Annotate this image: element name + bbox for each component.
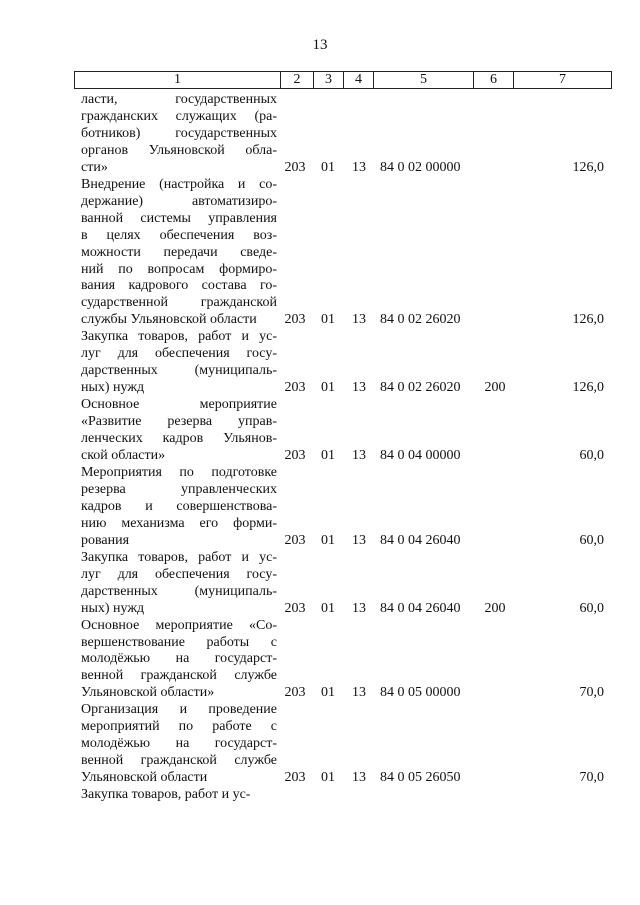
description-line: дарственных (муниципаль- <box>81 363 277 379</box>
table-row <box>0 618 640 703</box>
row-values <box>0 770 640 787</box>
section-cell: 01 <box>321 447 335 463</box>
budget-code-cell: 203 <box>284 685 306 701</box>
page-number: 13 <box>312 37 328 53</box>
description-line: Закупка товаров, работ и ус- <box>81 329 277 345</box>
table-row <box>0 177 640 330</box>
description-line: ванной системы управления <box>81 210 277 226</box>
subsection-cell: 13 <box>352 770 366 786</box>
amount-cell: 126,0 <box>572 380 604 396</box>
column-header-3: 3 <box>313 71 344 89</box>
column-header-7: 7 <box>513 71 612 89</box>
amount-cell: 126,0 <box>572 159 604 175</box>
row-values <box>0 787 640 804</box>
description-line: ний по вопросам формиро- <box>81 261 277 277</box>
budget-code-cell: 203 <box>284 380 306 396</box>
budget-code-cell: 203 <box>284 532 306 548</box>
section-cell: 01 <box>321 159 335 175</box>
column-header-5: 5 <box>373 71 474 89</box>
description-line: Мероприятия по подготовке <box>81 464 277 480</box>
row-description <box>81 177 277 330</box>
subsection-cell: 13 <box>352 380 366 396</box>
budget-code-cell: 203 <box>284 600 306 616</box>
target-article-cell: 84 0 02 26020 <box>380 380 461 396</box>
budget-code-cell: 203 <box>284 447 306 463</box>
description-line: держание) автоматизиро- <box>81 193 277 209</box>
description-line: нию механизма его форми- <box>81 515 277 531</box>
section-cell: 01 <box>321 312 335 328</box>
subsection-cell: 13 <box>352 532 366 548</box>
description-line: ласти, государственных <box>81 92 277 107</box>
description-line: Внедрение (настройка и со- <box>81 176 277 192</box>
description-line: венной гражданской службе <box>81 753 277 769</box>
description-line: органов Ульяновской обла- <box>81 142 277 158</box>
description-line: ных) нужд <box>81 600 145 616</box>
amount-cell: 126,0 <box>572 312 604 328</box>
amount-cell: 70,0 <box>579 685 604 701</box>
section-cell: 01 <box>321 380 335 396</box>
expense-type-cell: 200 <box>484 600 506 616</box>
description-line: молодёжью на государст- <box>81 736 277 752</box>
description-line: сти» <box>81 159 108 175</box>
table-row <box>0 550 640 618</box>
table-row <box>0 92 640 177</box>
expense-type-cell: 200 <box>484 380 506 396</box>
description-line: резерва управленческих <box>81 481 277 497</box>
section-cell: 01 <box>321 532 335 548</box>
target-article-cell: 84 0 02 00000 <box>380 159 461 175</box>
description-line: Основное мероприятие «Со- <box>81 617 277 633</box>
description-line: сударственной гражданской <box>81 295 277 311</box>
subsection-cell: 13 <box>352 312 366 328</box>
description-line: Закупка товаров, работ и ус- <box>81 787 251 803</box>
row-values <box>0 601 640 618</box>
description-line: ных) нужд <box>81 380 145 396</box>
section-cell: 01 <box>321 600 335 616</box>
row-values <box>0 685 640 702</box>
section-cell: 01 <box>321 770 335 786</box>
description-line: Организация и проведение <box>81 702 277 718</box>
description-line: дарственных (муниципаль- <box>81 583 277 599</box>
table-row <box>0 465 640 550</box>
target-article-cell: 84 0 04 00000 <box>380 447 461 463</box>
row-values <box>0 380 640 397</box>
description-line: можности передачи сведе- <box>81 244 277 260</box>
description-line: Закупка товаров, работ и ус- <box>81 549 277 565</box>
subsection-cell: 13 <box>352 447 366 463</box>
table-body <box>0 92 640 804</box>
target-article-cell: 84 0 04 26040 <box>380 600 461 616</box>
column-header-6: 6 <box>473 71 514 89</box>
target-article-cell: 84 0 02 26020 <box>380 312 461 328</box>
amount-cell: 60,0 <box>579 600 604 616</box>
budget-code-cell: 203 <box>284 159 306 175</box>
table-row <box>0 329 640 397</box>
description-line: мероприятий по работе с <box>81 719 277 735</box>
description-line: службы Ульяновской области <box>81 312 257 328</box>
amount-cell: 70,0 <box>579 770 604 786</box>
target-article-cell: 84 0 05 00000 <box>380 685 461 701</box>
subsection-cell: 13 <box>352 159 366 175</box>
description-line: ской области» <box>81 448 166 464</box>
description-line: вершенствование работы с <box>81 634 277 650</box>
column-header-2: 2 <box>280 71 314 89</box>
description-line: луг для обеспечения госу- <box>81 346 277 362</box>
description-line: Ульяновской области» <box>81 685 215 701</box>
subsection-cell: 13 <box>352 600 366 616</box>
description-line: гражданских служащих (ра- <box>81 108 277 124</box>
description-line: кадров и совершенствова- <box>81 498 277 514</box>
row-values <box>0 448 640 465</box>
amount-cell: 60,0 <box>579 532 604 548</box>
table-row <box>0 787 640 804</box>
description-line: венной гражданской службе <box>81 668 277 684</box>
subsection-cell: 13 <box>352 685 366 701</box>
description-line: ленческих кадров Ульянов- <box>81 431 277 447</box>
description-line: вания кадрового состава го- <box>81 278 277 294</box>
budget-code-cell: 203 <box>284 770 306 786</box>
target-article-cell: 84 0 05 26050 <box>380 770 461 786</box>
description-line: Ульяновской области <box>81 770 208 786</box>
amount-cell: 60,0 <box>579 447 604 463</box>
table-row <box>0 702 640 787</box>
description-line: молодёжью на государст- <box>81 651 277 667</box>
column-header-1: 1 <box>74 71 281 89</box>
row-values <box>0 312 640 329</box>
description-line: луг для обеспечения госу- <box>81 566 277 582</box>
description-line: «Развитие резерва управ- <box>81 414 277 430</box>
column-header-4: 4 <box>343 71 374 89</box>
row-values <box>0 160 640 177</box>
budget-code-cell: 203 <box>284 312 306 328</box>
description-line: в целях обеспечения воз- <box>81 227 277 243</box>
section-cell: 01 <box>321 685 335 701</box>
table-header <box>74 71 612 89</box>
description-line: ботников) государственных <box>81 125 277 141</box>
description-line: Основное мероприятие <box>81 397 277 413</box>
description-line: рования <box>81 532 130 548</box>
target-article-cell: 84 0 04 26040 <box>380 532 461 548</box>
row-values <box>0 533 640 550</box>
table-row <box>0 397 640 465</box>
